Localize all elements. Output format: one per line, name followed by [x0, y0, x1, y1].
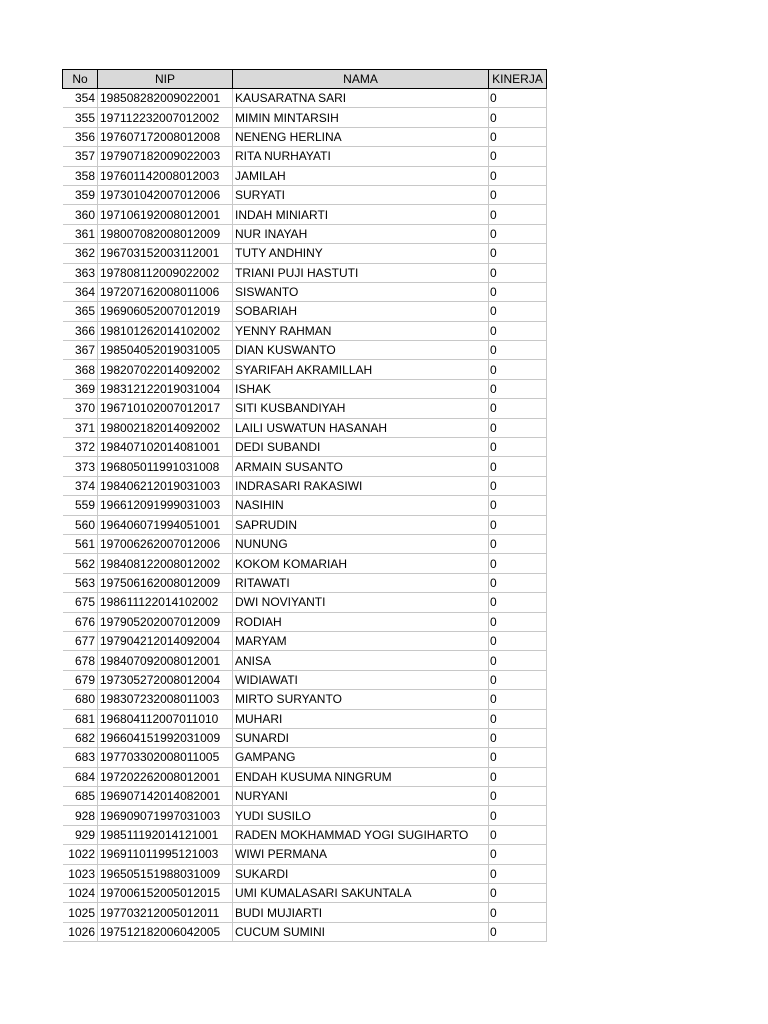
cell-nama: BUDI MUJIARTI	[233, 903, 489, 922]
cell-no: 559	[63, 496, 98, 515]
cell-nama: WIWI PERMANA	[233, 845, 489, 864]
cell-nama: ENDAH KUSUMA NINGRUM	[233, 767, 489, 786]
cell-nip: 198511192014121001	[98, 825, 233, 844]
table-row	[63, 515, 547, 534]
cell-no: 560	[63, 515, 98, 534]
cell-nip: 197607172008012008	[98, 127, 233, 146]
cell-nip: 198002182014092002	[98, 418, 233, 437]
cell-kinerja: 0	[489, 612, 547, 631]
cell-nama: NASIHIN	[233, 496, 489, 515]
header-nama: NAMA	[233, 70, 489, 89]
cell-nama: WIDIAWATI	[233, 670, 489, 689]
table-row	[63, 806, 547, 825]
cell-no: 363	[63, 263, 98, 282]
cell-nip: 197808112009022002	[98, 263, 233, 282]
cell-nip: 197703302008011005	[98, 748, 233, 767]
cell-nama: DIAN KUSWANTO	[233, 341, 489, 360]
table-row	[63, 864, 547, 883]
cell-kinerja: 0	[489, 515, 547, 534]
cell-nama: CUCUM SUMINI	[233, 922, 489, 941]
table-row	[63, 787, 547, 806]
cell-nama: RITA NURHAYATI	[233, 147, 489, 166]
cell-kinerja: 0	[489, 476, 547, 495]
table-row	[63, 825, 547, 844]
cell-nip: 196906052007012019	[98, 302, 233, 321]
cell-kinerja: 0	[489, 748, 547, 767]
cell-no: 1024	[63, 884, 98, 903]
cell-kinerja: 0	[489, 244, 547, 263]
cell-no: 356	[63, 127, 98, 146]
cell-nama: NENENG HERLINA	[233, 127, 489, 146]
cell-nama: SAPRUDIN	[233, 515, 489, 534]
cell-no: 676	[63, 612, 98, 631]
cell-nama: LAILI USWATUN HASANAH	[233, 418, 489, 437]
cell-nama: RADEN MOKHAMMAD YOGI SUGIHARTO	[233, 825, 489, 844]
cell-nama: DWI NOVIYANTI	[233, 593, 489, 612]
table-row	[63, 302, 547, 321]
cell-kinerja: 0	[489, 864, 547, 883]
cell-kinerja: 0	[489, 709, 547, 728]
table-row	[63, 612, 547, 631]
cell-kinerja: 0	[489, 554, 547, 573]
cell-nip: 196612091999031003	[98, 496, 233, 515]
table-row	[63, 496, 547, 515]
cell-nip: 197006262007012006	[98, 534, 233, 553]
cell-kinerja: 0	[489, 418, 547, 437]
cell-no: 360	[63, 205, 98, 224]
cell-kinerja: 0	[489, 282, 547, 301]
cell-nip: 198508282009022001	[98, 89, 233, 108]
cell-nama: DEDI SUBANDI	[233, 438, 489, 457]
cell-nip: 198007082008012009	[98, 224, 233, 243]
cell-no: 373	[63, 457, 98, 476]
cell-kinerja: 0	[489, 185, 547, 204]
cell-nama: TUTY ANDHINY	[233, 244, 489, 263]
cell-no: 679	[63, 670, 98, 689]
cell-nip: 196804112007011010	[98, 709, 233, 728]
table-row	[63, 263, 547, 282]
cell-nip: 196703152003112001	[98, 244, 233, 263]
cell-no: 1023	[63, 864, 98, 883]
cell-nama: JAMILAH	[233, 166, 489, 185]
table-row	[63, 205, 547, 224]
cell-no: 683	[63, 748, 98, 767]
cell-nip: 198407092008012001	[98, 651, 233, 670]
table-row	[63, 748, 547, 767]
cell-kinerja: 0	[489, 670, 547, 689]
table-row	[63, 709, 547, 728]
cell-no: 1025	[63, 903, 98, 922]
cell-kinerja: 0	[489, 845, 547, 864]
cell-no: 369	[63, 379, 98, 398]
cell-nip: 196406071994051001	[98, 515, 233, 534]
cell-no: 364	[63, 282, 98, 301]
cell-no: 362	[63, 244, 98, 263]
cell-nip: 197301042007012006	[98, 185, 233, 204]
cell-nama: SURYATI	[233, 185, 489, 204]
cell-nama: NUNUNG	[233, 534, 489, 553]
table-row	[63, 728, 547, 747]
cell-no: 1026	[63, 922, 98, 941]
cell-no: 675	[63, 593, 98, 612]
header-no: No	[63, 70, 98, 89]
cell-nama: NURYANI	[233, 787, 489, 806]
cell-kinerja: 0	[489, 651, 547, 670]
cell-no: 357	[63, 147, 98, 166]
cell-kinerja: 0	[489, 166, 547, 185]
table-row	[63, 418, 547, 437]
cell-no: 677	[63, 631, 98, 650]
cell-nip: 196505151988031009	[98, 864, 233, 883]
cell-nama: SUKARDI	[233, 864, 489, 883]
cell-no: 358	[63, 166, 98, 185]
cell-no: 562	[63, 554, 98, 573]
cell-kinerja: 0	[489, 690, 547, 709]
cell-no: 361	[63, 224, 98, 243]
cell-nama: UMI KUMALASARI SAKUNTALA	[233, 884, 489, 903]
cell-no: 1022	[63, 845, 98, 864]
cell-nama: SOBARIAH	[233, 302, 489, 321]
cell-nip: 197207162008011006	[98, 282, 233, 301]
cell-nama: RITAWATI	[233, 573, 489, 592]
cell-nip: 198312122019031004	[98, 379, 233, 398]
cell-kinerja: 0	[489, 205, 547, 224]
cell-no: 563	[63, 573, 98, 592]
table-row	[63, 108, 547, 127]
cell-nama: INDRASARI RAKASIWI	[233, 476, 489, 495]
cell-no: 561	[63, 534, 98, 553]
cell-no: 367	[63, 341, 98, 360]
table-row	[63, 341, 547, 360]
cell-no: 359	[63, 185, 98, 204]
cell-kinerja: 0	[489, 496, 547, 515]
cell-nip: 198504052019031005	[98, 341, 233, 360]
cell-no: 371	[63, 418, 98, 437]
cell-nama: RODIAH	[233, 612, 489, 631]
table-row	[63, 845, 547, 864]
cell-kinerja: 0	[489, 573, 547, 592]
table-row	[63, 554, 547, 573]
cell-no: 354	[63, 89, 98, 108]
cell-no: 372	[63, 438, 98, 457]
cell-kinerja: 0	[489, 767, 547, 786]
cell-nama: ARMAIN SUSANTO	[233, 457, 489, 476]
cell-nip: 197006152005012015	[98, 884, 233, 903]
cell-no: 681	[63, 709, 98, 728]
cell-kinerja: 0	[489, 438, 547, 457]
cell-kinerja: 0	[489, 728, 547, 747]
table-row	[63, 379, 547, 398]
cell-no: 928	[63, 806, 98, 825]
cell-nip: 197905202007012009	[98, 612, 233, 631]
cell-nip: 197112232007012002	[98, 108, 233, 127]
cell-nip: 196604151992031009	[98, 728, 233, 747]
employee-table	[62, 69, 547, 942]
cell-kinerja: 0	[489, 922, 547, 941]
cell-kinerja: 0	[489, 360, 547, 379]
cell-nip: 198408122008012002	[98, 554, 233, 573]
cell-kinerja: 0	[489, 263, 547, 282]
cell-no: 365	[63, 302, 98, 321]
cell-nip: 197506162008012009	[98, 573, 233, 592]
cell-kinerja: 0	[489, 108, 547, 127]
cell-nip: 197907182009022003	[98, 147, 233, 166]
cell-nama: MUHARI	[233, 709, 489, 728]
table-row	[63, 185, 547, 204]
table-row	[63, 573, 547, 592]
cell-kinerja: 0	[489, 884, 547, 903]
cell-kinerja: 0	[489, 379, 547, 398]
table-row	[63, 690, 547, 709]
cell-nip: 198101262014102002	[98, 321, 233, 340]
table-row	[63, 593, 547, 612]
table-row	[63, 147, 547, 166]
table-row	[63, 321, 547, 340]
table-row	[63, 244, 547, 263]
cell-nip: 198407102014081001	[98, 438, 233, 457]
cell-nama: SITI KUSBANDIYAH	[233, 399, 489, 418]
cell-nama: ANISA	[233, 651, 489, 670]
cell-nama: NUR INAYAH	[233, 224, 489, 243]
cell-nip: 196805011991031008	[98, 457, 233, 476]
cell-nama: KAUSARATNA SARI	[233, 89, 489, 108]
cell-no: 678	[63, 651, 98, 670]
cell-kinerja: 0	[489, 89, 547, 108]
header-kinerja: KINERJA	[489, 70, 547, 89]
table-row	[63, 224, 547, 243]
cell-nip: 197703212005012011	[98, 903, 233, 922]
cell-nama: YENNY RAHMAN	[233, 321, 489, 340]
cell-nama: ISHAK	[233, 379, 489, 398]
cell-nama: INDAH MINIARTI	[233, 205, 489, 224]
cell-kinerja: 0	[489, 341, 547, 360]
table-row	[63, 438, 547, 457]
cell-nip: 198307232008011003	[98, 690, 233, 709]
table-row	[63, 166, 547, 185]
cell-kinerja: 0	[489, 631, 547, 650]
table-row	[63, 903, 547, 922]
cell-kinerja: 0	[489, 399, 547, 418]
cell-no: 370	[63, 399, 98, 418]
cell-nip: 197106192008012001	[98, 205, 233, 224]
cell-kinerja: 0	[489, 147, 547, 166]
header-nip: NIP	[98, 70, 233, 89]
table-row	[63, 534, 547, 553]
cell-nip: 196907142014082001	[98, 787, 233, 806]
table-row	[63, 767, 547, 786]
table-row	[63, 884, 547, 903]
cell-nip: 197904212014092004	[98, 631, 233, 650]
cell-kinerja: 0	[489, 127, 547, 146]
cell-kinerja: 0	[489, 787, 547, 806]
table-header	[63, 70, 547, 89]
cell-nama: MARYAM	[233, 631, 489, 650]
cell-kinerja: 0	[489, 534, 547, 553]
cell-nama: SISWANTO	[233, 282, 489, 301]
cell-nip: 197202262008012001	[98, 767, 233, 786]
cell-nip: 196909071997031003	[98, 806, 233, 825]
cell-kinerja: 0	[489, 321, 547, 340]
table-row	[63, 360, 547, 379]
table-row	[63, 282, 547, 301]
cell-no: 368	[63, 360, 98, 379]
cell-nip: 197601142008012003	[98, 166, 233, 185]
table-row	[63, 457, 547, 476]
cell-nama: MIMIN MINTARSIH	[233, 108, 489, 127]
table-row	[63, 631, 547, 650]
cell-no: 929	[63, 825, 98, 844]
table-row	[63, 670, 547, 689]
table-row	[63, 922, 547, 941]
table-row	[63, 127, 547, 146]
table-row	[63, 399, 547, 418]
cell-kinerja: 0	[489, 302, 547, 321]
cell-nip: 196911011995121003	[98, 845, 233, 864]
cell-nama: TRIANI PUJI HASTUTI	[233, 263, 489, 282]
cell-no: 355	[63, 108, 98, 127]
cell-nip: 196710102007012017	[98, 399, 233, 418]
cell-nama: SUNARDI	[233, 728, 489, 747]
cell-kinerja: 0	[489, 593, 547, 612]
table-row	[63, 89, 547, 108]
cell-nip: 198406212019031003	[98, 476, 233, 495]
cell-kinerja: 0	[489, 806, 547, 825]
cell-no: 680	[63, 690, 98, 709]
cell-kinerja: 0	[489, 224, 547, 243]
cell-nama: YUDI SUSILO	[233, 806, 489, 825]
cell-nip: 197305272008012004	[98, 670, 233, 689]
cell-nama: KOKOM KOMARIAH	[233, 554, 489, 573]
cell-nip: 198207022014092002	[98, 360, 233, 379]
cell-no: 682	[63, 728, 98, 747]
cell-kinerja: 0	[489, 825, 547, 844]
cell-nama: GAMPANG	[233, 748, 489, 767]
cell-kinerja: 0	[489, 903, 547, 922]
cell-nip: 197512182006042005	[98, 922, 233, 941]
cell-no: 366	[63, 321, 98, 340]
table-row	[63, 476, 547, 495]
table-row	[63, 651, 547, 670]
cell-nama: MIRTO SURYANTO	[233, 690, 489, 709]
cell-nama: SYARIFAH AKRAMILLAH	[233, 360, 489, 379]
cell-nip: 198611122014102002	[98, 593, 233, 612]
cell-no: 374	[63, 476, 98, 495]
cell-no: 685	[63, 787, 98, 806]
cell-kinerja: 0	[489, 457, 547, 476]
header-row	[63, 70, 547, 89]
table-body	[63, 89, 547, 942]
cell-no: 684	[63, 767, 98, 786]
